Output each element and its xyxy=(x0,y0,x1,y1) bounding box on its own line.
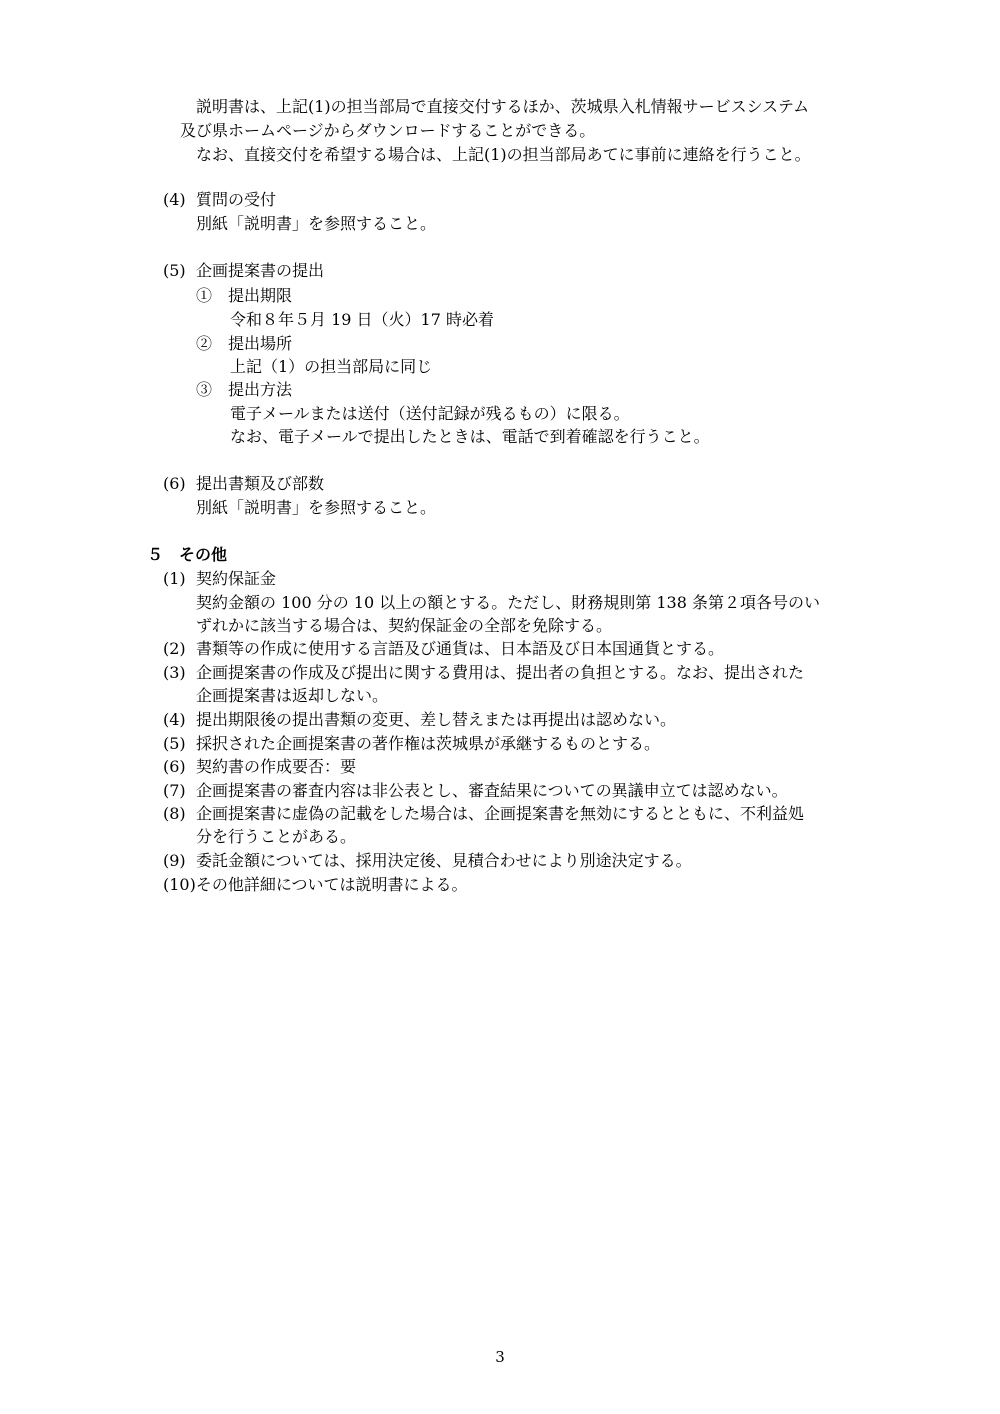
item-number: (4) xyxy=(163,190,186,209)
text-line: 上記（1）の担当部局に同じ xyxy=(230,357,433,376)
text-line: 委託金額については、採用決定後、見積合わせにより別途決定する。 xyxy=(196,851,692,870)
text-line: 提出期限後の提出書類の変更、差し替えまたは再提出は認めない。 xyxy=(196,710,677,729)
text-line: なお、電子メールで提出したときは、電話で到着確認を行うこと。 xyxy=(230,427,710,446)
text-line: 令和８年５月 19 日（火）17 時必着 xyxy=(230,310,494,329)
subitem-heading: ② 提出場所 xyxy=(196,334,293,353)
text-line: 電子メールまたは送付（送付記録が残るもの）に限る。 xyxy=(230,404,630,423)
section-heading: 企画提案書の提出 xyxy=(196,261,325,280)
text-line: (10)その他詳細については説明書による。 xyxy=(163,875,468,894)
text-line: なお、直接交付を希望する場合は、上記(1)の担当部局あてに事前に連絡を行うこと。 xyxy=(196,145,811,164)
text-line: 企画提案書は返却しない。 xyxy=(196,686,389,705)
subitem-heading: ① 提出期限 xyxy=(196,286,293,305)
item-number: (2) xyxy=(163,639,186,658)
text-line: 企画提案書に虚偽の記載をした場合は、企画提案書を無効にするとともに、不利益処 xyxy=(196,804,805,823)
text-line: 契約書の作成要否：要 xyxy=(196,757,357,776)
text-line: 採択された企画提案書の著作権は茨城県が承継するものとする。 xyxy=(196,734,661,753)
item-number: (3) xyxy=(163,663,186,682)
item-number: (9) xyxy=(163,851,186,870)
subitem-heading: ③ 提出方法 xyxy=(196,380,293,399)
text-line: ずれかに該当する場合は、契約保証金の全部を免除する。 xyxy=(196,616,613,635)
item-number: (4) xyxy=(163,710,186,729)
text-line: 及び県ホームページからダウンロードすることができる。 xyxy=(180,121,596,140)
page-number: 3 xyxy=(495,1348,505,1366)
text-line: 企画提案書の審査内容は非公表とし、審査結果についての異議申立ては認めない。 xyxy=(196,781,788,800)
item-number: (8) xyxy=(163,804,186,823)
section-heading: 契約保証金 xyxy=(196,569,277,588)
item-number: (1) xyxy=(163,569,186,588)
text-line: 書類等の作成に使用する言語及び通貨は、日本語及び日本国通貨とする。 xyxy=(196,639,725,658)
text-line: 契約金額の 100 分の 10 以上の額とする。ただし、財務規則第 138 条第２項各号のい xyxy=(196,593,820,612)
text-line: 分を行うことがある。 xyxy=(196,827,357,846)
item-number: (5) xyxy=(163,734,186,753)
chapter-heading: ５ その他 xyxy=(147,545,228,564)
text-line: 別紙「説明書」を参照すること。 xyxy=(196,498,437,517)
item-number: (6) xyxy=(163,757,186,776)
text-line: 企画提案書の作成及び提出に関する費用は、提出者の負担とする。なお、提出された xyxy=(196,663,805,682)
item-number: (7) xyxy=(163,781,186,800)
section-heading: 質問の受付 xyxy=(196,190,277,209)
item-number: (6) xyxy=(163,474,186,493)
text-line: 説明書は、上記(1)の担当部局で直接交付するほか、茨城県入札情報サービスシステム xyxy=(196,97,810,116)
text-line: 別紙「説明書」を参照すること。 xyxy=(196,214,437,233)
item-number: (5) xyxy=(163,261,186,280)
section-heading: 提出書類及び部数 xyxy=(196,474,325,493)
